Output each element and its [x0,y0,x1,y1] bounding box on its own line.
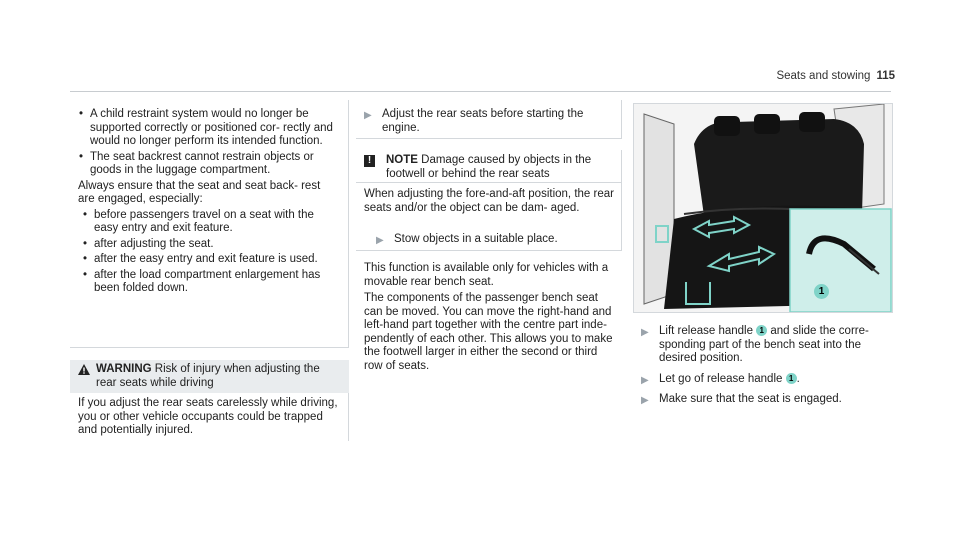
step-let-go [641,373,886,387]
callout-number: 1 [786,373,797,384]
step-text: . [796,372,800,385]
bullet-list-top [78,108,340,178]
list-item: • A child restraint system would no longer be supported correctly or positioned cor- rectly and would no longer perform its intended function. [78,108,340,149]
list-item: • before passengers travel on a seat with the easy entry and exit feature. [82,209,340,236]
column-right-steps [641,325,886,407]
note-box-border [621,150,622,250]
note-body: When adjusting the fore-and-aft position, the rear seats and/or the object can be dam- aged. [364,188,614,214]
bullet-list-bottom [82,209,340,296]
note-title: Damage caused by objects in the footwell or behind the rear seats [386,154,592,180]
warning-box-header [70,360,349,393]
step-lift-handle [641,325,886,366]
page-header [750,70,895,82]
note-step-text: Stow objects in a suitable place. [394,233,558,245]
header-divider [70,91,891,92]
callout-number: 1 [756,325,767,336]
column-left-border [348,100,349,348]
warning-body: If you adjust the rear seats carelessly while driving, you or other vehicle occupants could be trapped and potentially injured. [78,397,338,436]
warning-triangle-icon [78,364,90,380]
note-step [376,233,616,247]
play-arrow-icon: ▶ [641,395,649,406]
column-left [78,108,340,298]
warning-title: Risk of injury when adjusting the rear seats while driving [96,363,320,389]
list-item: • after adjusting the seat. [82,238,340,252]
note-label: NOTE [386,154,418,166]
step-text: Let go of release handle [659,372,783,385]
warning-label: WARNING [96,363,152,375]
note-box-header [356,150,622,182]
rear-bench-seat-illustration [633,103,893,313]
function-paragraph: This function is available only for vehicles with a movable rear bench seat. [364,262,609,288]
note-box-bottom-rule [356,250,622,251]
components-paragraph: The components of the passenger bench seat can be moved. You can move the right-hand and left-hand part together with the centre part inde- pendently of each other. This allows you to make the footwell larger in either the second or third row of seats. [364,292,613,372]
adjust-step-text: Adjust the rear seats before starting the engine. [382,108,584,134]
step-text: Lift release handle [659,325,753,337]
step-make-sure [641,393,886,407]
list-item: • after the load compartment enlargement has been folded down. [82,269,340,296]
warning-box-border [348,393,349,441]
step-text: Make sure that the seat is engaged. [659,393,842,405]
list-item: • after the easy entry and exit feature is used. [82,253,340,267]
play-arrow-icon: ▶ [641,374,649,386]
page-number: 115 [876,70,895,82]
column-left-bottom-rule [70,347,349,348]
play-arrow-icon: ▶ [364,110,372,121]
play-arrow-icon: ▶ [641,327,649,338]
always-text: Always ensure that the seat and seat back- rest are engaged, especially: [78,179,321,205]
step-text: and slide the corre- sponding part of the bench seat into the desired position. [659,325,869,364]
note-divider [356,182,622,183]
note-exclamation-icon: ! [364,155,375,167]
play-arrow-icon: ▶ [376,235,384,246]
section-title: Seats and stowing [776,70,871,82]
adjust-step [364,108,614,135]
list-item: • The seat backrest cannot restrain objects or goods in the luggage compartment. [78,151,340,178]
callout-release-handle: 1 [814,284,829,299]
step-box-bottom-rule [356,138,622,139]
step-box-border [621,100,622,138]
